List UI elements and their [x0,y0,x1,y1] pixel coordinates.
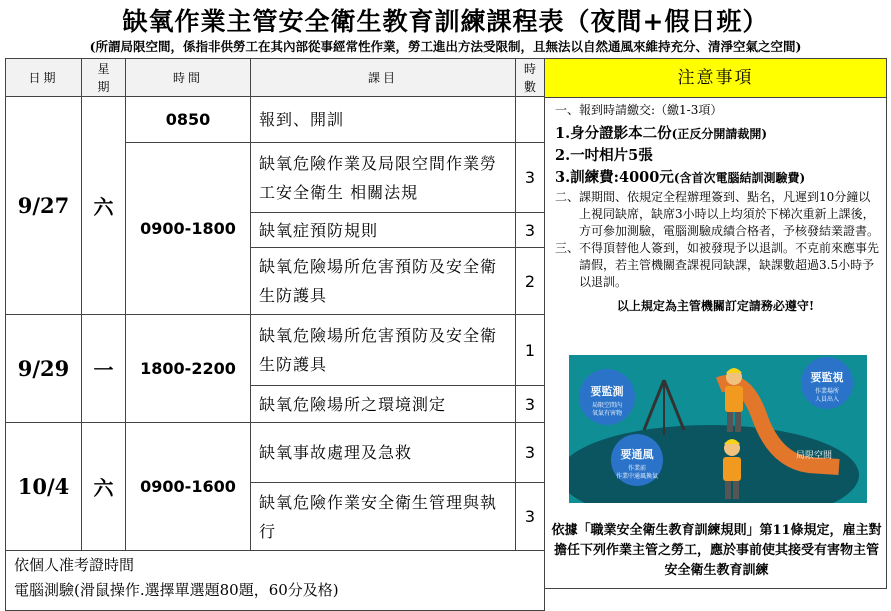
course-name: 報到、開訓 [251,97,516,143]
notes-panel [544,58,887,589]
monitor-sub-1: 局限空間內 [591,402,623,409]
supervise-label: 要監視 [810,371,844,384]
course-hours: 3 [516,386,545,423]
header-date: 日期 [6,59,82,97]
table-footer-row [6,551,545,611]
session-date: 10/4 [6,423,82,551]
schedule-table [5,58,545,611]
course-hours [516,97,545,143]
course-hours: 3 [516,423,545,483]
ventilate-sub-2: 作業中通風換氣 [615,473,659,480]
supervise-bubble [801,357,853,409]
course-hours: 2 [516,248,545,315]
session-weekday: 一 [82,315,126,423]
session-time: 0900-1600 [126,423,251,551]
ventilate-label: 要通風 [620,448,654,461]
header-hours-text: 時 數 [523,61,536,94]
supervise-sub-2: 人員出入 [814,396,840,403]
requirement-3-note: (含首次電腦結訓測驗費) [673,171,806,185]
session-weekday: 六 [82,423,126,551]
monitor-sub-2: 氧氣有害物 [591,410,623,417]
requirement-2: 2.一吋相片5張 [555,147,653,164]
supervise-sub-1: 作業場所 [814,388,840,395]
session-date: 9/27 [6,97,82,315]
course-hours: 1 [516,315,545,386]
law-reference: 依據「職業安全衛生教育訓練規則」第11條規定，雇主對擔任下列作業主管之勞工，應於事前使其接受有害物主管安全衛生教育訓練 [551,523,882,578]
page-title: 缺氧作業主管安全衛生教育訓練課程表（夜間+假日班） [122,7,769,36]
requirement-1-note: (正反分開請裁開) [671,127,767,141]
requirement-3-text: 3.訓練費:4000元 [555,169,674,186]
course-hours: 3 [516,143,545,213]
page-subtitle: (所謂局限空間，係指非供勞工在其內部從事經常性作業，勞工進出方法受限制，且無法以自然通風來維持充分、清淨空氣之空間) [89,39,802,54]
course-name: 缺氧危險作業及局限空間作業勞工安全衛生 相關法規 [251,143,516,213]
table-row [6,315,545,386]
session-weekday: 六 [82,97,126,315]
notes-item-1: 一、報到時請繳交:（繳1-3項） [555,103,723,117]
table-row [6,423,545,483]
monitor-label: 要監測 [590,385,624,398]
confined-space-illustration [569,355,867,503]
exam-line-1: 依個人准考證時間 [14,556,135,574]
session-time: 1800-2200 [126,315,251,423]
table-row [6,97,545,143]
confined-space-label: 局限空間 [795,451,833,461]
course-name: 缺氧危險場所危害預防及安全衛生防護具 [251,315,516,386]
ventilate-sub-1: 作業前 [627,465,647,472]
monitor-bubble [579,369,635,425]
session-time: 0900-1800 [126,143,251,315]
header-hours [516,59,545,97]
requirement-3 [545,167,886,189]
header-weekday [82,59,126,97]
header-time: 時間 [126,59,251,97]
course-name: 缺氧症預防規則 [251,213,516,248]
header-course: 課目 [251,59,516,97]
course-name: 缺氧事故處理及急救 [251,423,516,483]
notes-item-2: 二、課期間、依規定全程辦理簽到、點名，凡遲到10分鐘以上視同缺席，缺席3小時以上均須於下梯次重新上課後，方可參加測驗，電腦測驗成績合格者，予核發結業證書。 [555,190,880,238]
header-weekday-text: 星 期 [97,61,110,94]
course-name: 缺氧危險作業安全衛生管理與執行 [251,483,516,551]
notes-header: 注意事項 [545,59,886,98]
exam-info [6,551,545,611]
requirement-1-text: 1.身分證影本二份 [555,125,672,142]
notes-rule: 以上規定為主管機關訂定請務必遵守! [616,299,815,313]
requirement-1 [545,123,886,145]
table-header-row [6,59,545,97]
checkin-time: 0850 [126,97,251,143]
course-hours: 3 [516,213,545,248]
exam-line-2: 電腦測驗(滑鼠操作.選擇單選題80題，60分及格) [14,581,339,599]
ventilate-bubble [611,434,663,486]
notes-item-3: 三、不得頂替他人簽到，如被發現予以退訓。不克前來應事先請假，若主管機關查課視同缺課，缺課數超過3.5小時予以退訓。 [555,241,880,289]
session-date: 9/29 [6,315,82,423]
course-name: 缺氧危險場所危害預防及安全衛生防護具 [251,248,516,315]
course-hours: 3 [516,483,545,551]
course-name: 缺氧危險場所之環境測定 [251,386,516,423]
